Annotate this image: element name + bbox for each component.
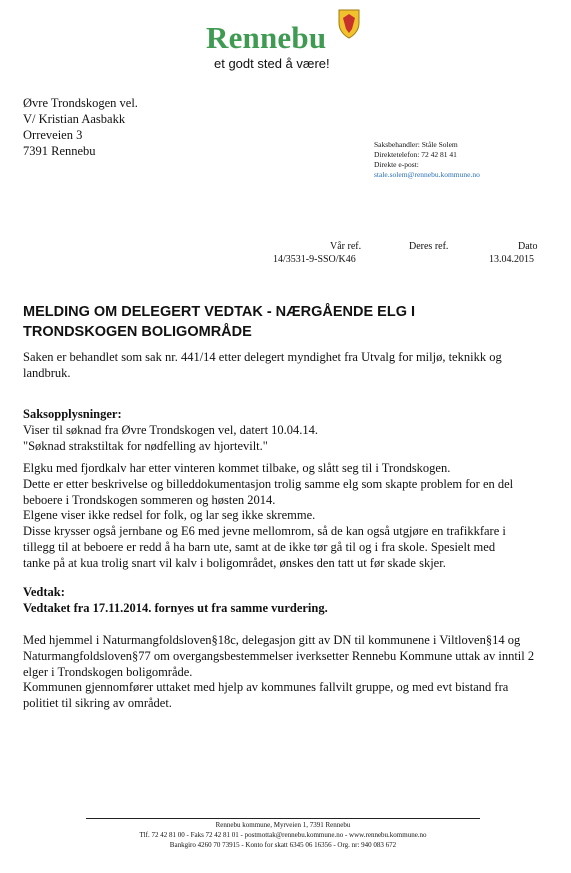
saksopplysninger-line: Viser til søknad fra Øvre Trondskogen vel, datert 10.04.14. [23,422,319,437]
body-line: beboere i Trondskogen sommeren og høsten 2014. [23,492,276,507]
recipient-address [23,95,138,159]
body-line: Disse krysser også jernbane og E6 med jevne mellomrom, så de kan også utgjøre en trafikkfare i [23,524,506,539]
contact-handler: Saksbehandler: Ståle Solem [374,140,458,149]
body-line: Elgku med fjordkalv har etter vinteren kommet tilbake, og slått seg til i Trondskogen. [23,461,451,475]
body-line: tillegg til at beboere er redd å ha barn ute, samt at de ikke tør gå til og i fra skole. Spesielt med [23,539,496,554]
hjemmel-paragraph [23,633,543,712]
footer-address: Rennebu kommune, Myrveien 1, 7391 Rennebu [215,821,351,829]
recipient-line: V/ Kristian Aasbakk [23,112,126,126]
recipient-line: Orreveien 3 [23,128,83,142]
var-ref-label: Vår ref. [330,241,362,252]
hjemmel-line: Med hjemmel i Naturmangfoldsloven§18c, delegasjon gitt av DN til kommunene i Viltloven§14 og [23,633,521,647]
title-line: MELDING OM DELEGERT VEDTAK - NÆRGÅENDE ELG I [23,304,416,320]
contact-phone: Direktetelefon: 72 42 81 41 [374,150,457,159]
hjemmel-line: politiet til sikring av området. [23,696,172,711]
body-line: tanke på at kua trolig snart vil kalv i boligområdet, ønskes den tatt ut før skade skjer. [23,555,446,570]
footer-divider [86,818,480,819]
vedtak-subheading: Vedtaket fra 17.11.2014. fornyes ut fra samme vurdering. [23,600,328,615]
recipient-line: Øvre Trondskogen vel. [23,96,138,110]
recipient-line: 7391 Rennebu [23,144,96,158]
hjemmel-line: Naturmangfoldsloven§77 om overgangsbestemmelser iverksetter Rennebu Kommune uttak av inntil 2 [23,648,535,663]
footer-contact: Tlf. 72 42 81 00 - Faks 72 42 81 01 - postmottak@rennebu.kommune.no - www.rennebu.kommune.no [139,831,427,839]
saksopplysninger-section [23,407,543,454]
coat-of-arms-icon [338,9,360,39]
intro-paragraph [23,350,543,382]
hjemmel-line: elger i Trondskogen boligområde. [23,664,193,679]
vedtak-section [23,585,543,617]
intro-line: landbruk. [23,365,71,380]
intro-line: Saken er behandlet som sak nr. 441/14 etter delegert myndighet fra Utvalg for miljø, teknikk og [23,350,502,364]
dato-label: Dato [518,241,538,252]
body-line: Elgene viser ikke redsel for folk, og lar seg ikke skremme. [23,508,316,523]
logo-tagline: et godt sted å være! [214,56,330,71]
saksopplysninger-heading: Saksopplysninger: [23,407,122,421]
saksopplysninger-line: "Søknad strakstiltak for nødfelling av hjortevilt." [23,438,268,453]
case-handler-contact [374,140,480,180]
body-paragraph [23,461,543,572]
body-line: Dette er etter beskrivelse og billeddokumentasjon trolig samme elg som skapte problem for en del [23,476,514,491]
var-ref-value: 14/3531-9-SSO/K46 [273,254,356,265]
document-title [23,302,543,342]
title-line: TRONDSKOGEN BOLIGOMRÅDE [23,324,252,340]
hjemmel-line: Kommunen gjennomfører uttaket med hjelp av kommunes fallvilt gruppe, og med evt bistand fra [23,680,509,695]
footer-bank: Bankgiro 4260 70 73915 - Konto for skatt 6345 06 16356 - Org. nr: 940 083 672 [169,841,397,849]
vedtak-heading: Vedtak: [23,585,65,599]
contact-email-link[interactable]: stale.solem@rennebu.kommune.no [374,170,480,179]
contact-email-label: Direkte e-post: [374,160,419,169]
deres-ref-label: Deres ref. [409,241,449,252]
logo-wordmark: Rennebu [206,20,327,55]
dato-value: 13.04.2015 [489,254,534,265]
